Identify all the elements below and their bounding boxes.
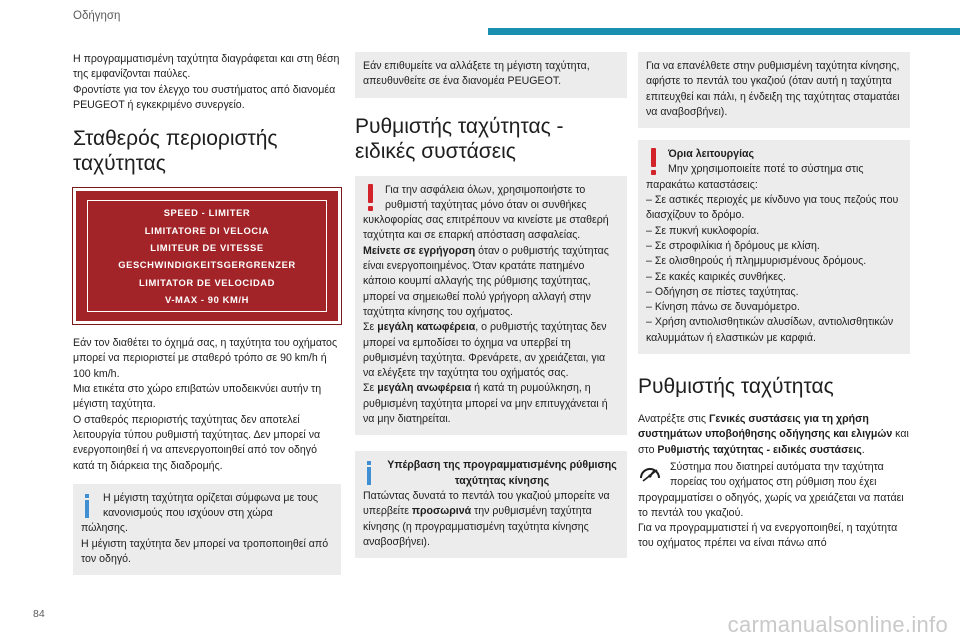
page-number: 84 xyxy=(33,608,45,620)
label-line: V-MAX - 90 KM/H xyxy=(164,293,249,305)
info-text: Η μέγιστη ταχύτητα δεν μπορεί να τροποποιηθεί από τον οδηγό. xyxy=(81,537,329,566)
speed-limiter-label xyxy=(73,188,341,324)
warning-list-item: – Σε πυκνή κυκλοφορία. xyxy=(646,224,760,237)
info-icon xyxy=(81,491,97,521)
warning-list-item: – Χρήση αντιολισθητικών αλυσίδων, αντιολισθητικών καλυμμάτων ή ελαστικών με καρφιά. xyxy=(646,316,894,344)
reference-paragraph: Ανατρέξτε στις Γενικές συστάσεις για τη χρήση συστημάτων υποβοήθησης οδήγησης και ελιγμών και στο Ρυθμιστής ταχύτητας - ειδικές συστάσεις. xyxy=(638,413,909,456)
label-line: LIMITEUR DE VITESSE xyxy=(150,242,264,254)
label-line: LIMITATORE DI VELOCIA xyxy=(144,224,270,236)
speedometer-icon xyxy=(638,462,662,486)
body-paragraph: Εάν τον διαθέτει το όχημά σας, η ταχύτητα του οχήματος μπορεί να περιοριστεί με σταθερό τρόπο σε 90 km/h ή 100 km/h. xyxy=(73,337,338,380)
info-text: πώλησης. xyxy=(81,522,128,535)
column-1 xyxy=(73,52,341,575)
section-heading: Ρυθμιστής ταχύτητας xyxy=(638,375,834,399)
label-line: GESCHWINDIGKEITSGERGRENZER xyxy=(118,259,296,271)
note-text: Εάν επιθυμείτε να αλλάξετε τη μέγιστη ταχύτητα, απευθυνθείτε σε ένα διανομέα PEUGEOT. xyxy=(363,60,590,88)
description-text: Σύστημα που διατηρεί αυτόματα την ταχύτητα πορείας του οχήματος στη ρύθμιση που έχει xyxy=(670,460,884,489)
column-2 xyxy=(355,52,627,558)
warning-title: Όρια λειτουργίας xyxy=(668,148,755,161)
warning-list-item: – Σε κακές καιρικές συνθήκες. xyxy=(646,270,786,283)
info-title: Υπέρβαση της προγραμματισμένης ρύθμισης ταχύτητας κίνησης xyxy=(387,459,617,487)
body-paragraph: Μια ετικέτα στο χώρο επιβατών υποδεικνύει αυτήν τη μέγιστη ταχύτητα. xyxy=(73,383,322,411)
body-paragraph: Ο σταθερός περιοριστής ταχύτητας δεν αποτελεί λειτουργία τύπου ρυθμιστή ταχύτητας. Δεν μπορεί να ενεργοποιηθεί ή να απενεργοποιηθεί από τον οδηγό κατά τη διάρκεια της διαδρομής. xyxy=(73,413,321,472)
speed-limiter-label-frame xyxy=(87,200,327,312)
header-accent-bar xyxy=(488,28,960,35)
info-icon xyxy=(363,458,379,488)
warning-list-item: – Σε στροφιλίκια ή δρόμους με κλίση. xyxy=(646,239,820,252)
warning-text: παρακάτω καταστάσεις: xyxy=(646,178,758,191)
info-box xyxy=(355,451,627,558)
description-text: Για να προγραμματιστεί ή να ενεργοποιηθεί, η ταχύτητα του οχήματος πρέπει να είναι πάνω από xyxy=(638,522,898,550)
label-line: SPEED - LIMITER xyxy=(163,207,251,219)
watermark: carmanualsonline.info xyxy=(727,612,948,637)
section-title: Οδήγηση xyxy=(73,10,121,22)
info-text: Η μέγιστη ταχύτητα ορίζεται σύμφωνα με τους κανονισμούς που ισχύουν στη χώρα xyxy=(103,491,318,520)
warning-text: Σε μεγάλη κατωφέρεια, ο ρυθμιστής ταχύτητας δεν μπορεί να εμποδίσει το όχημα να υπερβεί τη ρυθμισμένη ταχύτητα. Φρενάρετε, αν χρειάζεται, για να ελέγξετε την ταχύτητα του οχήματός σας. xyxy=(363,321,607,380)
info-box xyxy=(73,484,341,575)
warning-text: Σε μεγάλη ανωφέρεια ή κατά τη ρυμούλκηση, η ρυθμισμένη ταχύτητα μπορεί να μην επιτυγχάνεται ή να μην διατηρείται. xyxy=(363,382,608,426)
description-text: προγραμματίσει ο οδηγός, χωρίς να χρειάζεται να πατάει το πεντάλ του γκαζιού. xyxy=(638,491,904,519)
warning-icon xyxy=(363,183,379,213)
warning-text: Μην χρησιμοποιείτε ποτέ το σύστημα στις xyxy=(668,163,864,176)
warning-text: Μείνετε σε εγρήγορση όταν ο ρυθμιστής ταχύτητας είναι ενεργοποιημένος. Όταν κρατάτε πατημένο κάποιο κουμπί αλλαγής της ρύθμισης ταχύτητας, μπορεί να σημειωθεί πολύ γρήγορη αλλαγή στην ταχύτητα κίνησης του οχήματος. xyxy=(363,244,609,318)
warning-list-item: – Οδήγηση σε πίστες ταχύτητας. xyxy=(646,285,799,298)
label-line: LIMITATOR DE VELOCIDAD xyxy=(138,276,276,288)
warning-list-item: – Σε αστικές περιοχές με κίνδυνο για τους πεζούς που διασχίζουν το δρόμο. xyxy=(646,194,899,222)
warning-text: Για την ασφάλεια όλων, χρησιμοποιήστε το ρυθμιστή ταχύτητας μόνο όταν οι συνθήκες xyxy=(385,183,587,211)
intro-paragraph: Φροντίστε για τον έλεγχο του συστήματος από διανομέα PEUGEOT ή εγκεκριμένο συνεργείο. xyxy=(73,83,336,111)
note-box xyxy=(355,52,627,98)
warning-list-item: – Σε ολισθηρούς ή πλημμυρισμένους δρόμους. xyxy=(646,255,867,268)
section-heading: Ρυθμιστής ταχύτητας - ειδικές συστάσεις xyxy=(355,114,564,163)
warning-box xyxy=(638,140,910,354)
warning-list-item: – Κίνηση πάνω σε δυναμόμετρο. xyxy=(646,301,800,314)
note-text: Για να επανέλθετε στην ρυθμισμένη ταχύτητα κίνησης, αφήστε το πεντάλ του γκαζιού (όταν αυτή η ταχύτητα επιτευχθεί και πάλι, η ένδειξη της ταχύτητας σταματάει να αναβοσβήνει). xyxy=(646,60,900,118)
column-3 xyxy=(638,52,910,552)
section-heading: Σταθερός περιοριστής ταχύτητας xyxy=(73,127,278,176)
warning-text: κυκλοφορίας σας επιτρέπουν να κινείστε με σταθερή ταχύτητα και σε επαρκή απόσταση ασφαλείας. xyxy=(363,214,609,242)
note-box xyxy=(638,52,910,128)
info-text: Πατώντας δυνατά το πεντάλ του γκαζιού μπορείτε να υπερβείτε προσωρινά την ρυθμισμένη ταχύτητα κίνησης (η προγραμματισμένη ταχύτητα κίνησης αναβοσβήνει). xyxy=(363,489,610,548)
warning-box xyxy=(355,176,627,436)
intro-paragraph: Η προγραμματισμένη ταχύτητα διαγράφεται και στη θέση της εμφανίζονται παύλες. xyxy=(73,53,340,81)
warning-icon xyxy=(646,147,662,177)
